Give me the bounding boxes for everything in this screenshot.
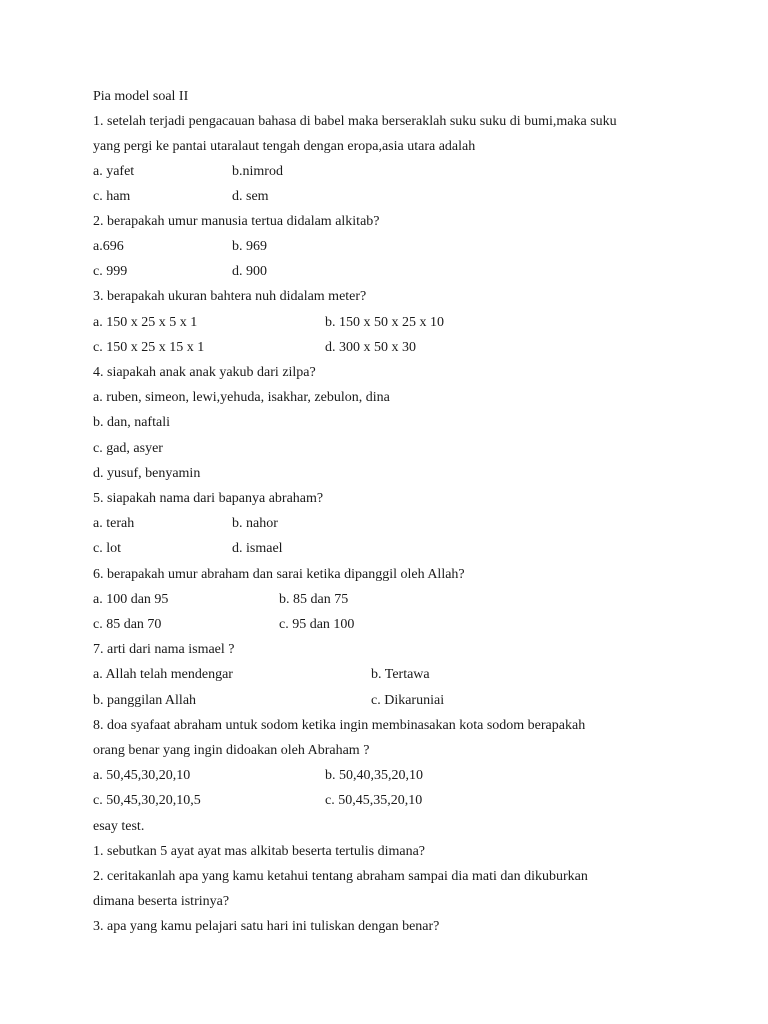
option-a: a. terah: [93, 516, 135, 531]
question-7-text: 7. arti dari nama ismael ?: [93, 642, 235, 657]
option-c: c. 85 dan 70: [93, 617, 162, 632]
option-b: b. Tertawa: [371, 667, 430, 682]
question-6-options-row1: [93, 591, 349, 609]
question-8-options-row2: [93, 792, 423, 810]
question-3-options-row1: [93, 314, 444, 332]
question-2-options-row1: [93, 238, 267, 256]
option-b: b. 150 x 50 x 25 x 10: [325, 315, 444, 330]
option-a: a.696: [93, 239, 124, 254]
essay-heading: esay test.: [93, 819, 145, 834]
option-c: c. 50,45,30,20,10,5: [93, 793, 201, 808]
option-b: b. 85 dan 75: [279, 592, 349, 607]
essay-question-2-cont: dimana beserta istrinya?: [93, 894, 230, 909]
option-d: d. 900: [232, 264, 267, 279]
question-8-text-cont: orang benar yang ingin didoakan oleh Abraham ?: [93, 743, 370, 758]
option-c: b. panggilan Allah: [93, 693, 197, 708]
option-a: a. 50,45,30,20,10: [93, 768, 191, 783]
question-4-option-c: c. gad, asyer: [93, 441, 163, 456]
question-8-text: 8. doa syafaat abraham untuk sodom ketika ingin membinasakan kota sodom berapakah: [93, 718, 586, 733]
question-5-text: 5. siapakah nama dari bapanya abraham?: [93, 491, 324, 506]
option-b: b. 50,40,35,20,10: [325, 768, 423, 783]
option-c: c. 150 x 25 x 15 x 1: [93, 340, 205, 355]
question-1-options-row1: [93, 163, 283, 181]
question-2-options-row2: [93, 263, 267, 281]
option-c: c. ham: [93, 189, 131, 204]
option-b: b. 969: [232, 239, 267, 254]
question-7-options-row1: [93, 666, 430, 684]
question-2-text: 2. berapakah umur manusia tertua didalam alkitab?: [93, 214, 380, 229]
essay-question-3: 3. apa yang kamu pelajari satu hari ini tuliskan dengan benar?: [93, 919, 440, 934]
option-d: c. Dikaruniai: [371, 693, 445, 708]
question-7-options-row2: [93, 692, 445, 710]
option-c: c. 999: [93, 264, 128, 279]
question-3-text: 3. berapakah ukuran bahtera nuh didalam meter?: [93, 289, 367, 304]
option-d: c. 50,45,35,20,10: [325, 793, 423, 808]
option-b: b. nahor: [232, 516, 278, 531]
option-d: d. sem: [232, 189, 269, 204]
question-4-option-a: a. ruben, simeon, lewi,yehuda, isakhar, zebulon, dina: [93, 390, 390, 405]
option-d: d. ismael: [232, 541, 283, 556]
option-d: d. 300 x 50 x 30: [325, 340, 416, 355]
option-a: a. 150 x 25 x 5 x 1: [93, 315, 198, 330]
option-a: a. Allah telah mendengar: [93, 667, 233, 682]
question-5-options-row2: [93, 540, 283, 558]
question-4-option-b: b. dan, naftali: [93, 415, 170, 430]
question-6-options-row2: [93, 616, 355, 634]
question-8-options-row1: [93, 767, 423, 785]
option-c: c. lot: [93, 541, 121, 556]
question-4-text: 4. siapakah anak anak yakub dari zilpa?: [93, 365, 316, 380]
question-1-options-row2: [93, 188, 269, 206]
document-title: Pia model soal II: [93, 89, 189, 104]
question-4-option-d: d. yusuf, benyamin: [93, 466, 201, 481]
essay-question-1: 1. sebutkan 5 ayat ayat mas alkitab beserta tertulis dimana?: [93, 844, 425, 859]
option-b: b.nimrod: [232, 164, 283, 179]
question-3-options-row2: [93, 339, 416, 357]
question-1-text: 1. setelah terjadi pengacauan bahasa di babel maka berseraklah suku suku di bumi,maka suku: [93, 114, 617, 129]
question-5-options-row1: [93, 515, 278, 533]
option-a: a. yafet: [93, 164, 135, 179]
question-6-text: 6. berapakah umur abraham dan sarai ketika dipanggil oleh Allah?: [93, 567, 465, 582]
essay-question-2: 2. ceritakanlah apa yang kamu ketahui tentang abraham sampai dia mati dan dikuburkan: [93, 869, 588, 884]
option-a: a. 100 dan 95: [93, 592, 169, 607]
option-d: c. 95 dan 100: [279, 617, 355, 632]
question-1-text-cont: yang pergi ke pantai utaralaut tengah dengan eropa,asia utara adalah: [93, 139, 476, 154]
